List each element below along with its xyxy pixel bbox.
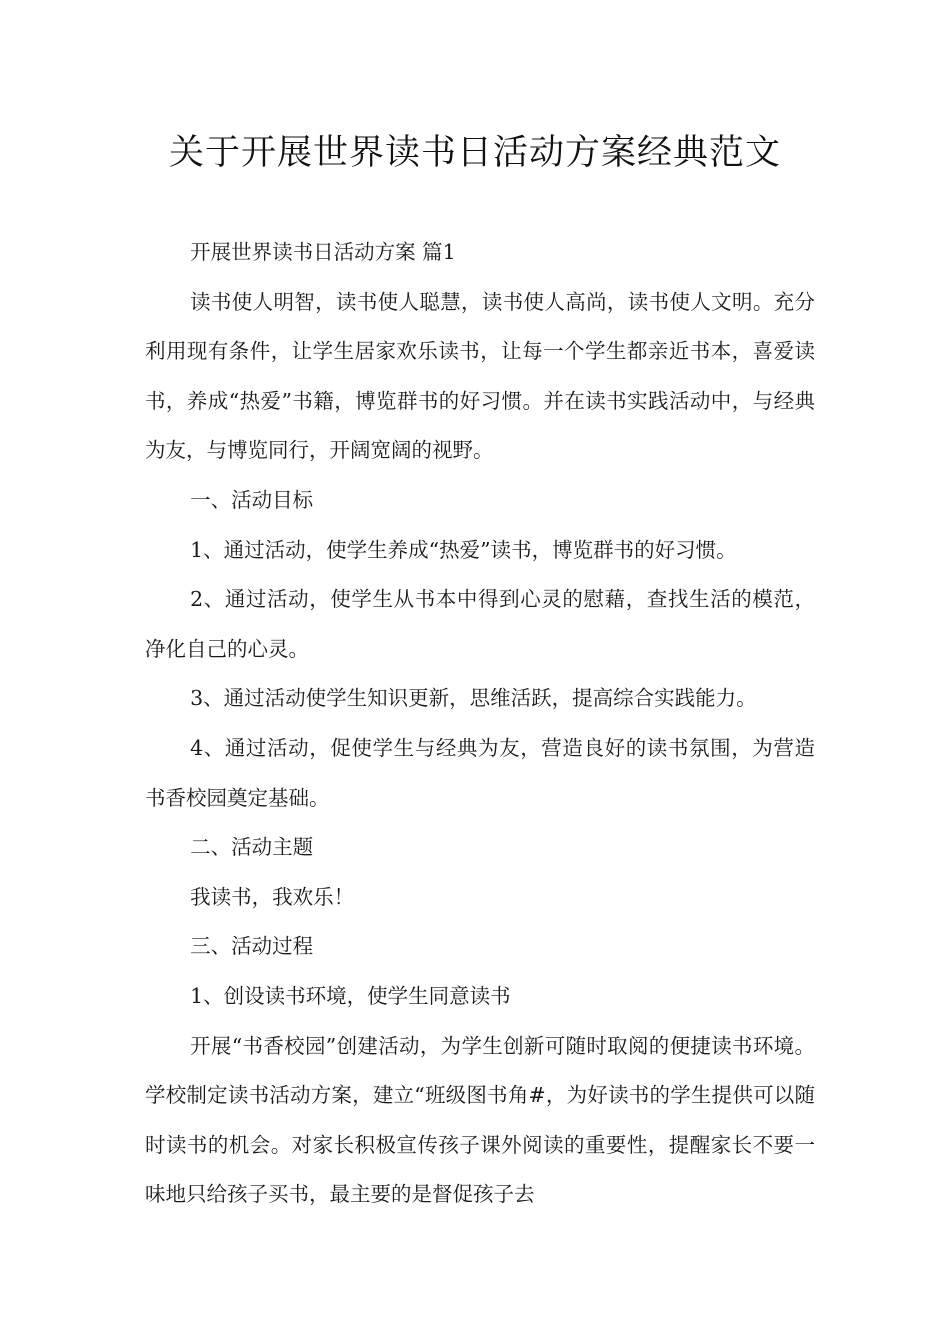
goal-item-2: 2、通过活动，使学生从书本中得到心灵的慰藉，查找生活的模范，净化自己的心灵。	[145, 587, 815, 661]
theme-text: 我读书，我欢乐！	[190, 884, 355, 909]
section-heading-theme: 二、活动主题	[190, 835, 314, 860]
goal-item-3: 3、通过活动使学生知识更新，思维活跃，提高综合实践能力。	[190, 686, 757, 711]
process-item-1: 1、创设读书环境，使学生同意读书	[190, 983, 511, 1008]
intro-paragraph: 读书使人明智，读书使人聪慧，读书使人高尚，读书使人文明。充分利用现有条件，让学生居家欢乐读书，让每一个学生都亲近书本，喜爱读书，养成“热爱”书籍，博览群书的好习惯。并在读书实践活动中，与经典为友，与博览同行，开阔宽阔的视野。	[145, 289, 815, 463]
document-title: 关于开展世界读书日活动方案经典范文	[168, 133, 781, 173]
process-paragraph: 开展“书香校园”创建活动，为学生创新可随时取阅的便捷读书环境。学校制定读书活动方案，建立“班级图书角#，为好读书的学生提供可以随时读书的机会。对家长积极宣传孩子课外阅读的重要性，提醒家长不要一味地只给孩子买书，最主要的是督促孩子去	[145, 1033, 815, 1207]
section-heading-goals: 一、活动目标	[190, 487, 314, 512]
document-body	[145, 228, 815, 1220]
section-heading-plan: 开展世界读书日活动方案 篇1	[190, 240, 456, 264]
goal-item-4: 4、通过活动，促使学生与经典为友，营造良好的读书氛围，为营造书香校园奠定基础。	[145, 735, 815, 810]
goal-item-1: 1、通过活动，使学生养成“热爱”读书，博览群书的好习惯。	[190, 537, 737, 562]
section-heading-process: 三、活动过程	[190, 934, 314, 959]
